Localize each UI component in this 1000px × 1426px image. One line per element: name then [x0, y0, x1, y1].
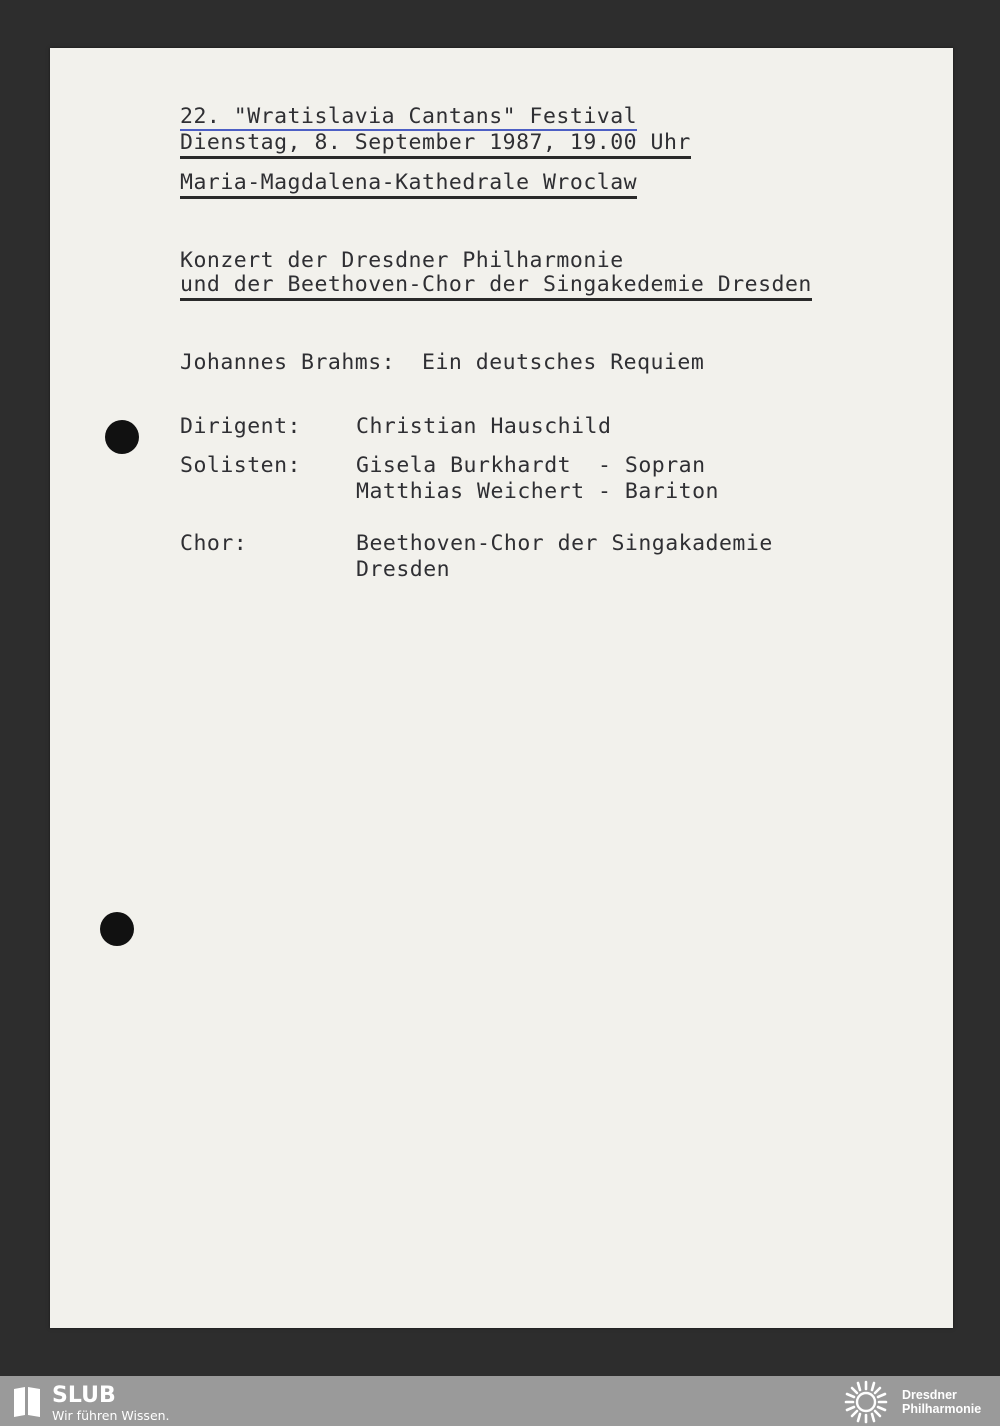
philharmonie-logo-icon	[843, 1380, 889, 1424]
punch-hole-top	[105, 420, 139, 454]
festival-title: 22. "Wratislavia Cantans" Festival	[180, 104, 638, 129]
choir-name-line2: Dresden	[356, 557, 451, 582]
book-icon	[12, 1386, 42, 1418]
soloists-label: Solisten:	[180, 453, 301, 478]
program-work: Johannes Brahms: Ein deutsches Requiem	[180, 350, 705, 375]
slub-tagline: Wir führen Wissen.	[52, 1408, 170, 1423]
soloist-soprano: Gisela Burkhardt - Sopran	[356, 453, 706, 478]
concert-venue: Maria-Magdalena-Kathedrale Wroclaw	[180, 170, 637, 199]
choir-name-line1: Beethoven-Chor der Singakademie	[356, 531, 773, 556]
conductor-name: Christian Hauschild	[356, 414, 612, 439]
concert-description-line1: Konzert der Dresdner Philharmonie	[180, 248, 624, 273]
concert-date: Dienstag, 8. September 1987, 19.00 Uhr	[180, 130, 691, 159]
partner-name-line1: Dresdner	[902, 1388, 957, 1402]
conductor-label: Dirigent:	[180, 414, 301, 439]
partner-name-line2: Philharmonie	[902, 1402, 982, 1416]
choir-label: Chor:	[180, 531, 248, 556]
concert-description-line2: und der Beethoven-Chor der Singakedemie Dresden	[180, 272, 812, 301]
footer-bar	[0, 1376, 1000, 1426]
slub-logo-name: SLUB	[52, 1383, 116, 1408]
soloist-baritone: Matthias Weichert - Bariton	[356, 479, 719, 504]
document-page	[50, 48, 953, 1328]
punch-hole-bottom	[100, 912, 134, 946]
